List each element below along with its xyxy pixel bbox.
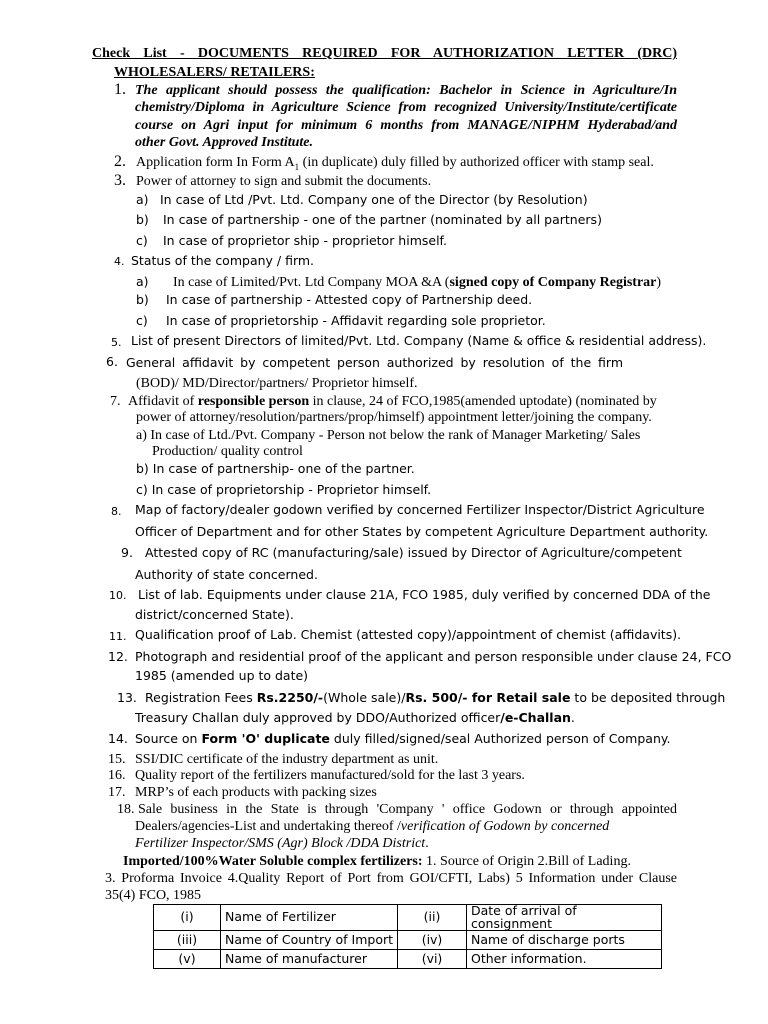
sub-label: a)	[136, 192, 149, 207]
table-row	[154, 950, 662, 969]
imported-line: 35(4) FCO, 1985	[105, 888, 202, 903]
table-cell: Name of discharge ports	[467, 931, 662, 950]
item-13-line: Treasury Challan duly approved by DDO/Authorized officer/e-Challan.	[135, 710, 575, 725]
sub-label: c)	[136, 233, 148, 248]
item-4a-text: In case of Limited/Pvt. Ltd Company MOA &A (signed copy of Company Registrar)	[173, 275, 662, 290]
item-1-line: The applicant should possess the qualification: Bachelor in Science in Agriculture/In	[135, 83, 677, 98]
table-cell: Name of Fertilizer	[221, 905, 398, 931]
item-1-line: course on Agri input for minimum 6 months from MANAGE/NIPHM Hyderabad/and	[135, 118, 677, 133]
item-2-text: Application form In Form $A_1$ (in duplicate) duly filled by authorized officer with stamp seal.	[136, 155, 654, 172]
sub-label: b)	[136, 212, 149, 227]
item-4-text: Status of the company / firm.	[131, 253, 315, 268]
item-7-line: power of attorney/resolution/partners/prop/himself) appointment letter/joining the company.	[136, 410, 652, 425]
item-8-line: Map of factory/dealer godown verified by concerned Fertilizer Inspector/District Agriculture	[135, 502, 705, 517]
item-number: 8.	[111, 505, 122, 518]
item-number: 17.	[108, 785, 126, 800]
table-row	[154, 905, 662, 931]
item-number: 5.	[111, 336, 122, 349]
item-15-text: SSI/DIC certificate of the industry department as unit.	[135, 752, 439, 767]
table-cell: (ii)	[398, 905, 467, 931]
item-number: 3.	[114, 172, 126, 189]
item-7a-line: a) In case of Ltd./Pvt. Company - Person not below the rank of Manager Marketing/ Sales	[136, 428, 641, 443]
item-5-text: List of present Directors of limited/Pvt. Ltd. Company (Name & office & residential address).	[131, 333, 707, 348]
import-info-table	[153, 904, 662, 969]
table-cell: (v)	[154, 950, 221, 969]
item-number: 4.	[114, 255, 125, 268]
item-7-line: Affidavit of responsible person in clause, 24 of FCO,1985(amended uptodate) (nominated by	[128, 394, 657, 409]
item-13-line: Registration Fees Rs.2250/-(Whole sale)/Rs. 500/- for Retail sale to be deposited through	[145, 690, 726, 705]
item-9-line: Attested copy of RC (manufacturing/sale) issued by Director of Agriculture/competent	[145, 545, 682, 560]
page-title: Check List - DOCUMENTS REQUIRED FOR AUTHORIZATION LETTER (DRC)	[92, 46, 677, 61]
imported-heading: Imported/100%Water Soluble complex fertilizers: 1. Source of Origin 2.Bill of Lading.	[123, 854, 631, 869]
item-4b-text: In case of partnership - Attested copy of Partnership deed.	[166, 292, 533, 307]
item-number: 14.	[108, 731, 128, 746]
item-3a-text: In case of Ltd /Pvt. Ltd. Company one of the Director (by Resolution)	[160, 192, 588, 207]
item-17-text: MRP’s of each products with packing sizes	[135, 785, 377, 800]
page-subtitle: WHOLESALERS/ RETAILERS:	[114, 65, 315, 80]
item-7b-text: b) In case of partnership- one of the partner.	[136, 461, 415, 476]
item-number: 1.	[114, 81, 126, 98]
table-cell: (iii)	[154, 931, 221, 950]
item-16-text: Quality report of the fertilizers manufactured/sold for the last 3 years.	[135, 768, 525, 783]
table-cell: Date of arrival of consignment	[467, 905, 662, 931]
item-3b-text: In case of partnership - one of the partner (nominated by all partners)	[163, 212, 602, 227]
item-18-line: Sale business in the State is through 'Company ' office Godown or through appointed	[138, 802, 677, 817]
sub-label: a)	[136, 274, 149, 289]
item-7c-text: c) In case of proprietorship - Proprietor himself.	[136, 482, 432, 497]
table-cell: Name of Country of Import	[221, 931, 398, 950]
item-10-line: district/concerned State).	[135, 607, 294, 622]
imported-line: 3. Proforma Invoice 4.Quality Report of Port from GOI/CFTI, Labs) 5 Information under Clause	[105, 871, 677, 886]
item-number: 15.	[108, 752, 126, 767]
item-14-text: Source on Form 'O' duplicate duly filled/signed/seal Authorized person of Company.	[135, 731, 671, 746]
item-number: 11.	[109, 630, 127, 643]
item-number: 9.	[121, 545, 133, 560]
table-cell: Other information.	[467, 950, 662, 969]
item-1-line: other Govt. Approved Institute.	[135, 135, 313, 150]
item-6-line: General affidavit by competent person authorized by resolution of the firm	[126, 355, 623, 370]
item-number: 18.	[117, 802, 135, 817]
table-cell: (iv)	[398, 931, 467, 950]
item-number: 12.	[108, 649, 128, 664]
item-9-line: Authority of state concerned.	[135, 567, 318, 582]
sub-label: b)	[136, 292, 149, 307]
item-3c-text: In case of proprietor ship - proprietor himself.	[163, 233, 448, 248]
item-12-line: Photograph and residential proof of the applicant and person responsible under clause 24, FCO	[135, 649, 732, 664]
table-cell: (vi)	[398, 950, 467, 969]
table-cell: (i)	[154, 905, 221, 931]
item-3-text: Power of attorney to sign and submit the documents.	[136, 174, 432, 189]
item-number: 2.	[114, 153, 126, 170]
item-7a-line: Production/ quality control	[152, 444, 303, 459]
item-11-text: Qualification proof of Lab. Chemist (attested copy)/appointment of chemist (affidavits).	[135, 627, 682, 642]
item-number: 7.	[110, 394, 121, 409]
item-18-line: Dealers/agencies-List and undertaking thereof /verification of Godown by concerned	[135, 819, 610, 834]
table-row	[154, 931, 662, 950]
item-10-line: List of lab. Equipments under clause 21A, FCO 1985, duly verified by concerned DDA of the	[138, 587, 711, 602]
item-18-line: Fertilizer Inspector/SMS (Agr) Block /DDA District.	[135, 836, 429, 851]
item-8-line: Officer of Department and for other States by competent Agriculture Department authority.	[135, 524, 709, 539]
item-number: 10.	[109, 589, 127, 602]
sub-label: c)	[136, 313, 148, 328]
item-1-line: chemistry/Diploma in Agriculture Science from recognized University/Institute/certificate	[135, 100, 677, 115]
item-6-line: (BOD)/ MD/Director/partners/ Proprietor himself.	[136, 376, 418, 391]
item-number: 13.	[117, 690, 137, 705]
item-12-line: 1985 (amended up to date)	[135, 668, 309, 683]
item-number: 16.	[108, 768, 126, 783]
item-4c-text: In case of proprietorship - Affidavit regarding sole proprietor.	[166, 313, 546, 328]
table-cell: Name of manufacturer	[221, 950, 398, 969]
item-number: 6.	[106, 354, 118, 369]
